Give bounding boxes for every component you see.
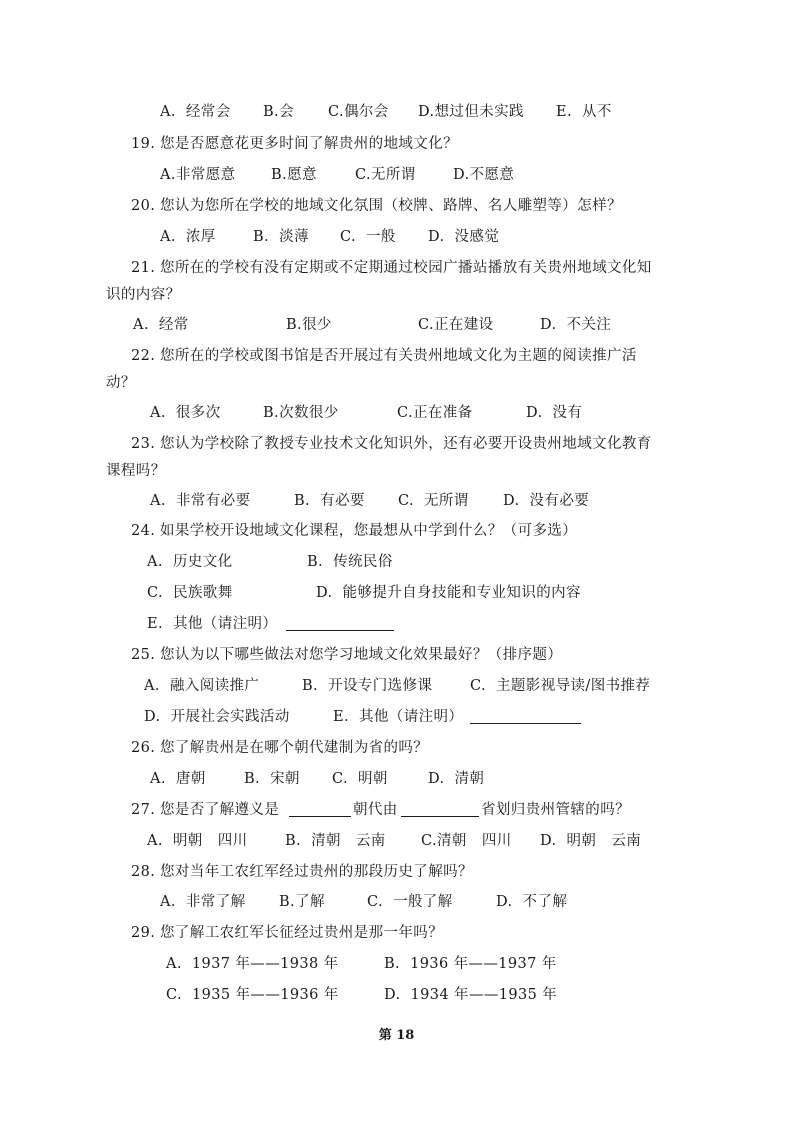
option-d: D. 不关注 bbox=[540, 317, 612, 333]
page-number: 第 18 bbox=[378, 1028, 415, 1043]
option-d: D. 清朝 bbox=[428, 771, 485, 787]
option-b: B. 宋朝 bbox=[244, 771, 300, 787]
option-b: B. 传统民俗 bbox=[307, 554, 393, 570]
question-text: 您对当年工农红军经过贵州的那段历史了解吗？ bbox=[160, 864, 473, 880]
question-text: 朝代由 bbox=[353, 802, 398, 818]
option-a: A. 经常会 bbox=[160, 104, 231, 120]
option-c: C.无所谓 bbox=[355, 167, 416, 183]
option-b: B.很少 bbox=[286, 317, 332, 333]
option-d: D. 不了解 bbox=[496, 894, 568, 910]
question-number: 21. bbox=[131, 260, 156, 276]
option-b: B.了解 bbox=[279, 894, 325, 910]
option-c: C.正在准备 bbox=[397, 405, 473, 421]
question-text-continued: 识的内容？ bbox=[106, 287, 181, 303]
option-d: D. 没有 bbox=[526, 405, 583, 421]
option-d: D. 1934 年——1935 年 bbox=[384, 987, 558, 1003]
option-b: B.愿意 bbox=[271, 167, 317, 183]
option-e: E. 其他（请注明） bbox=[147, 616, 278, 632]
option-e: E. 从不 bbox=[556, 104, 612, 120]
question-text: 您所在的学校有没有定期或不定期通过校园广播站播放有关贵州地域文化知 bbox=[160, 260, 652, 276]
option-c: C.正在建设 bbox=[418, 317, 494, 333]
answer-blank[interactable] bbox=[470, 709, 581, 724]
option-b: B.次数很少 bbox=[263, 405, 339, 421]
option-d: D. 开展社会实践活动 bbox=[144, 709, 290, 725]
option-c: C. 一般 bbox=[340, 229, 396, 245]
option-d: D. 能够提升自身技能和专业知识的内容 bbox=[316, 585, 581, 601]
question-number: 25. bbox=[131, 647, 156, 663]
question-number: 20. bbox=[131, 198, 156, 214]
option-c: C. 主题影视导读/图书推荐 bbox=[470, 678, 651, 694]
question-number: 28. bbox=[131, 864, 156, 880]
option-b: B. 开设专门选修课 bbox=[302, 678, 433, 694]
option-b: B. 1936 年——1937 年 bbox=[384, 956, 557, 972]
option-d: D. 明朝 云南 bbox=[540, 833, 642, 849]
option-a: A. 很多次 bbox=[150, 405, 221, 421]
option-a: A. 非常有必要 bbox=[150, 493, 251, 509]
option-b: B. 有必要 bbox=[294, 493, 365, 509]
question-text: 您了解工农红军长征经过贵州是那一年吗？ bbox=[160, 925, 444, 941]
question-number: 27. bbox=[131, 802, 156, 818]
question-text: 您所在的学校或图书馆是否开展过有关贵州地域文化为主题的阅读推广活 bbox=[160, 348, 637, 364]
question-text: 您是否了解遵义是 bbox=[160, 802, 280, 818]
question-text: 您了解贵州是在哪个朝代建制为省的吗？ bbox=[160, 740, 429, 756]
option-c: C. 民族歌舞 bbox=[147, 585, 233, 601]
option-a: A.非常愿意 bbox=[160, 167, 236, 183]
question-text: 如果学校开设地域文化课程，您最想从中学到什么？（可多选） bbox=[160, 523, 578, 539]
question-text: 您认为以下哪些做法对您学习地域文化效果最好？（排序题） bbox=[160, 647, 563, 663]
question-text: 省划归贵州管辖的吗？ bbox=[481, 802, 630, 818]
option-a: A. 非常了解 bbox=[160, 894, 246, 910]
question-number: 29. bbox=[131, 925, 156, 941]
option-c: C. 1935 年——1936 年 bbox=[166, 987, 339, 1003]
question-number: 22. bbox=[131, 348, 156, 364]
option-d: D.想过但未实践 bbox=[418, 104, 524, 120]
option-a: A. 经常 bbox=[133, 317, 189, 333]
question-text: 您是否愿意花更多时间了解贵州的地域文化？ bbox=[160, 136, 458, 152]
option-d: D. 没感觉 bbox=[428, 229, 500, 245]
option-b: B. 清朝 云南 bbox=[285, 833, 386, 849]
option-a: A. 唐朝 bbox=[150, 771, 206, 787]
option-c: C. 无所谓 bbox=[398, 493, 469, 509]
question-number: 24. bbox=[131, 523, 156, 539]
option-a: A. 1937 年——1938 年 bbox=[166, 956, 339, 972]
answer-blank[interactable] bbox=[289, 802, 351, 817]
question-number: 26. bbox=[131, 740, 156, 756]
option-a: A. 历史文化 bbox=[147, 554, 233, 570]
option-d: D. 没有必要 bbox=[503, 493, 590, 509]
option-a: A. 融入阅读推广 bbox=[144, 678, 260, 694]
option-b: B.会 bbox=[263, 104, 294, 120]
answer-blank[interactable] bbox=[401, 802, 479, 817]
question-text: 您认为您所在学校的地域文化氛围（校牌、路牌、名人雕塑等）怎样？ bbox=[160, 198, 622, 214]
option-a: A. 浓厚 bbox=[160, 229, 216, 245]
question-text: 您认为学校除了教授专业技术文化知识外，还有必要开设贵州地域文化教育 bbox=[160, 436, 652, 452]
question-text-continued: 动？ bbox=[106, 375, 136, 391]
question-number: 23. bbox=[131, 436, 156, 452]
question-text-continued: 课程吗？ bbox=[106, 463, 166, 479]
option-c: C. 一般了解 bbox=[367, 894, 453, 910]
option-c: C.清朝 四川 bbox=[421, 833, 512, 849]
question-number: 19. bbox=[131, 136, 156, 152]
option-d: D.不愿意 bbox=[453, 167, 515, 183]
option-c: C. 明朝 bbox=[332, 771, 388, 787]
answer-blank[interactable] bbox=[286, 616, 394, 631]
option-e: E. 其他（请注明） bbox=[333, 709, 464, 725]
option-a: A. 明朝 四川 bbox=[147, 833, 248, 849]
option-b: B. 淡薄 bbox=[253, 229, 309, 245]
option-c: C.偶尔会 bbox=[328, 104, 389, 120]
